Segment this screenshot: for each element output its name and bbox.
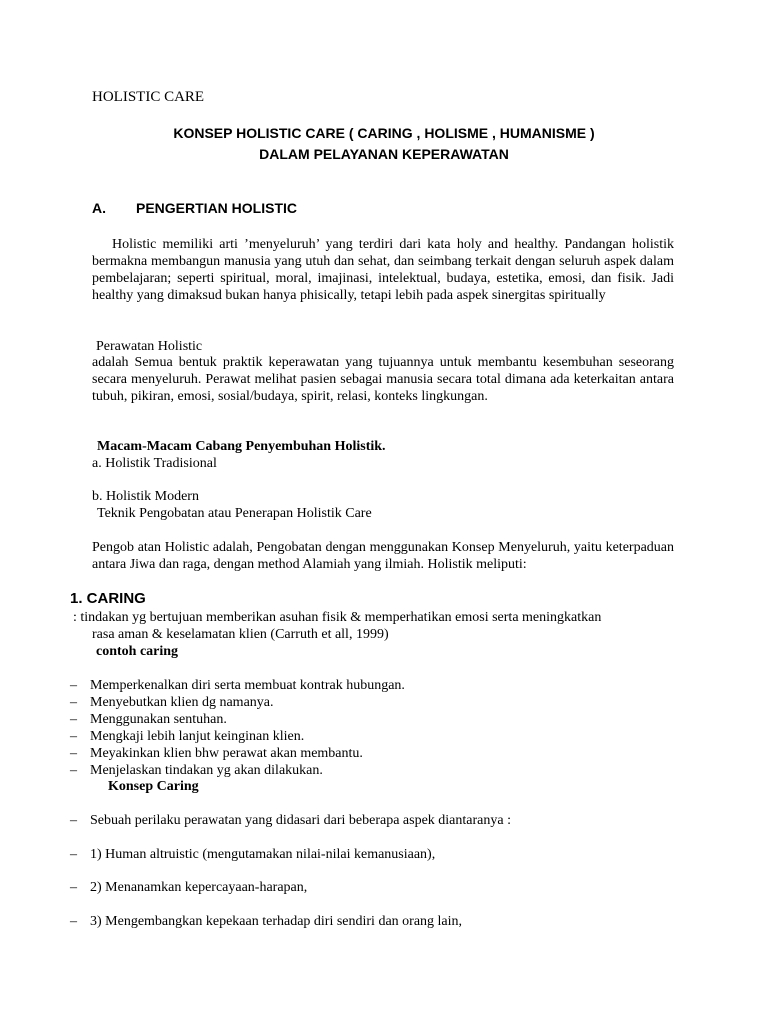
bullet-dash: – [70, 880, 77, 895]
macam-heading: Macam-Macam Cabang Penyembuhan Holistik. [97, 439, 386, 454]
bullet-dash: – [70, 813, 77, 828]
caring-definition-line-2: rasa aman & keselamatan klien (Carruth et all, 1999) [92, 627, 389, 642]
macam-item-a: a. Holistik Tradisional [92, 456, 217, 471]
bullet-dash: – [70, 763, 77, 778]
bullet-dash: – [70, 695, 77, 710]
konsep-caring-heading: Konsep Caring [108, 779, 199, 794]
title-line-1: KONSEP HOLISTIC CARE ( CARING , HOLISME , HUMANISME ) [173, 125, 595, 141]
caring-definition-line-1: : tindakan yg bertujuan memberikan asuhan fisik & memperhatikan emosi serta meningkatkan [73, 610, 602, 625]
list-item: Memperkenalkan diri serta membuat kontrak hubungan. [90, 678, 405, 693]
document-header: HOLISTIC CARE [92, 89, 205, 105]
list-item: 1) Human altruistic (mengutamakan nilai-nilai kemanusiaan), [90, 847, 436, 862]
list-item: Sebuah perilaku perawatan yang didasari dari beberapa aspek diantaranya : [90, 813, 511, 828]
bullet-dash: – [70, 712, 77, 727]
list-item: 2) Menanamkan kepercayaan-harapan, [90, 880, 308, 895]
bullet-dash: – [70, 746, 77, 761]
bullet-dash: – [70, 914, 77, 929]
bullet-dash: – [70, 678, 77, 693]
perawatan-label: Perawatan Holistic [96, 339, 203, 354]
teknik-line: Teknik Pengobatan atau Penerapan Holistik Care [97, 506, 372, 521]
paragraph-pengobatan: Pengob atan Holistic adalah, Pengobatan dengan menggunakan Konsep Menyeluruh, yaitu keterpaduan antara Jiwa dan raga, dengan method Alamiah yang ilmiah. Holistik meliputi: [92, 540, 674, 572]
bullet-dash: – [70, 729, 77, 744]
list-item: 3) Mengembangkan kepekaan terhadap diri sendiri dan orang lain, [90, 914, 463, 929]
section-a-marker: A. [92, 200, 106, 216]
list-item: Meyakinkan klien bhw perawat akan membantu. [90, 746, 363, 761]
paragraph-holistic: Holistic memiliki arti ’menyeluruh’ yang terdiri dari kata holy and healthy. Pandangan holistik bermakna membangun manusia yang utuh dan sehat, dan seimbang terkait dengan seluruh aspek dalam pembelajaran; seperti spiritual, moral, imajinasi, intelektual, budaya, estetika, emosi, dan fisik. Jadi healthy yang dimaksud bukan hanya phisically, tetapi lebih pada aspek sinergitas spiritually [92, 237, 674, 303]
list-item: Menyebutkan klien dg namanya. [90, 695, 274, 710]
title-line-2: DALAM PELAYANAN KEPERAWATAN [259, 146, 509, 162]
macam-item-b: b. Holistik Modern [92, 489, 199, 504]
list-item: Menggunakan sentuhan. [90, 712, 227, 727]
section-a-heading: PENGERTIAN HOLISTIC [136, 200, 298, 216]
contoh-caring-heading: contoh caring [96, 644, 179, 659]
list-item: Mengkaji lebih lanjut keinginan klien. [90, 729, 305, 744]
caring-heading: 1. CARING [70, 590, 146, 607]
bullet-dash: – [70, 847, 77, 862]
paragraph-perawatan: adalah Semua bentuk praktik keperawatan yang tujuannya untuk membantu kesembuhan seseorang secara menyeluruh. Perawat melihat pasien sebagai manusia secara total dimana ada keterkaitan antara tubuh, pikiran, emosi, sosial/budaya, spirit, relasi, konteks lingkungan. [92, 355, 674, 404]
list-item: Menjelaskan tindakan yg akan dilakukan. [90, 763, 323, 778]
